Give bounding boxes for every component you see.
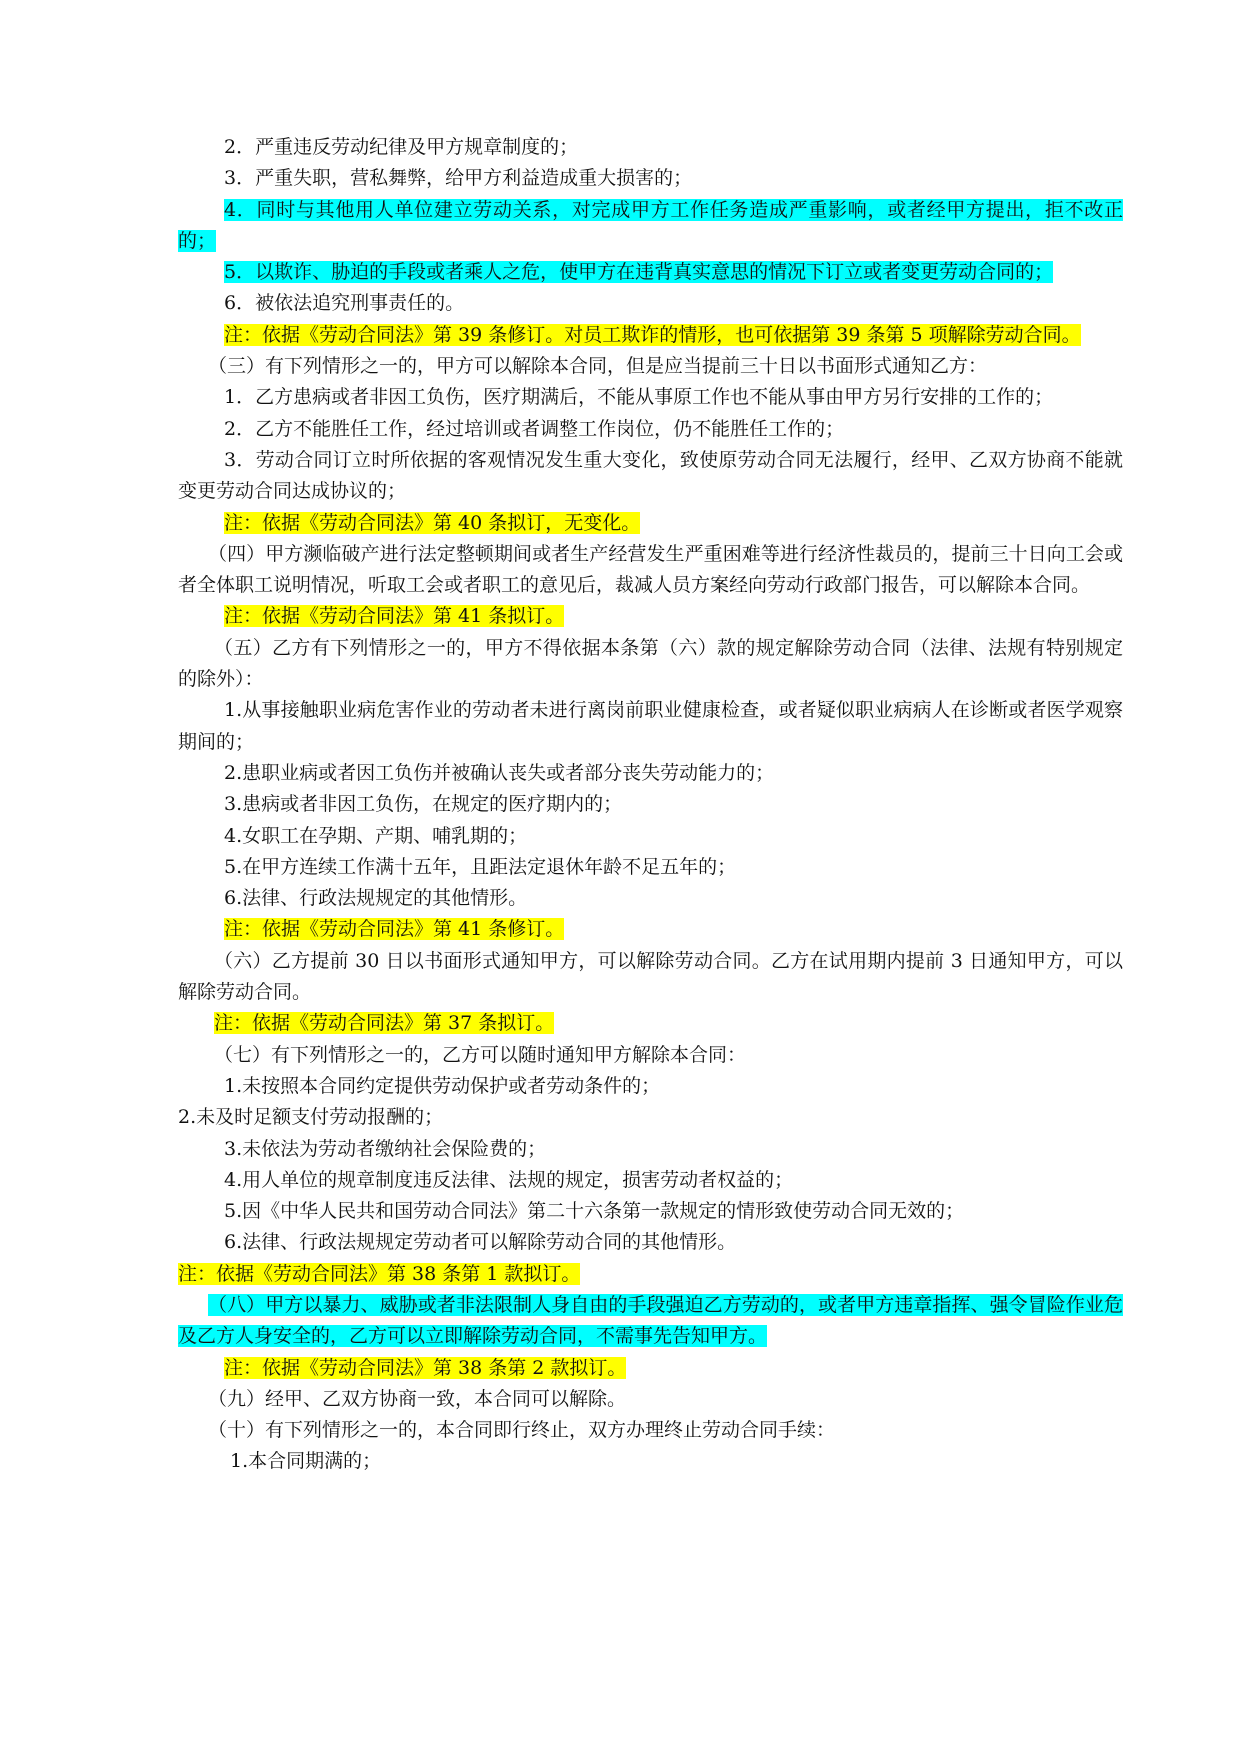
paragraph-highlighted-cyan	[178, 257, 1123, 288]
note-text: 注：依据《劳动合同法》第 37 条拟订。	[214, 1012, 555, 1035]
paragraph-text: （六）乙方提前 30 日以书面形式通知甲方，可以解除劳动合同。乙方在试用期内提前 3 日通知甲方，可以解除劳动合同。	[178, 949, 1123, 1004]
paragraph-text: 4.女职工在孕期、产期、哺乳期的；	[224, 824, 528, 847]
paragraph	[178, 852, 1123, 883]
paragraph	[178, 883, 1123, 914]
paragraph-text: 2.患职业病或者因工负伤并被确认丧失或者部分丧失劳动能力的；	[224, 761, 775, 784]
highlighted-text: 5．以欺诈、胁迫的手段或者乘人之危，使甲方在违背真实意思的情况下订立或者变更劳动合同的；	[224, 261, 1054, 284]
clause-heading	[178, 1040, 1123, 1071]
paragraph-text: 4.用人单位的规章制度违反法律、法规的规定，损害劳动者权益的；	[224, 1168, 794, 1191]
paragraph-text: 2．严重违反劳动纪律及甲方规章制度的；	[224, 136, 579, 158]
note-highlighted-yellow	[178, 1259, 1123, 1290]
highlighted-text: （八）甲方以暴力、威胁或者非法限制人身自由的手段强迫乙方劳动的，或者甲方违章指挥、强令冒险作业危及乙方人身安全的，乙方可以立即解除劳动合同，不需事先告知甲方。	[178, 1293, 1123, 1348]
paragraph	[178, 1446, 1123, 1477]
paragraph	[178, 132, 1123, 163]
note-highlighted-yellow	[178, 914, 1123, 945]
note-highlighted-yellow	[178, 1353, 1123, 1384]
note-highlighted-yellow	[178, 508, 1123, 539]
paragraph-text: 1.未按照本合同约定提供劳动保护或者劳动条件的；	[224, 1074, 661, 1097]
paragraph	[178, 758, 1123, 789]
paragraph-text: （四）甲方濒临破产进行法定整顿期间或者生产经营发生严重困难等进行经济性裁员的，提前三十日向工会或者全体职工说明情况，听取工会或者职工的意见后，裁减人员方案经向劳动行政部门报告，可以解除本合同。	[178, 542, 1123, 597]
clause-heading	[178, 1415, 1123, 1446]
paragraph	[178, 1102, 1123, 1133]
paragraph-text: （五）乙方有下列情形之一的，甲方不得依据本条第（六）款的规定解除劳动合同（法律、法规有特别规定的除外）：	[178, 636, 1123, 691]
paragraph-text: 1．乙方患病或者非因工负伤，医疗期满后，不能从事原工作也不能从事由甲方另行安排的工作的；	[224, 386, 1054, 409]
highlighted-text: 4．同时与其他用人单位建立劳动关系，对完成甲方工作任务造成严重影响，或者经甲方提出，拒不改正的；	[178, 198, 1123, 252]
paragraph	[178, 445, 1123, 508]
paragraph-text: 1.从事接触职业病危害作业的劳动者未进行离岗前职业健康检查，或者疑似职业病病人在诊断或者医学观察期间的；	[178, 699, 1123, 753]
paragraph-text: 3.未依法为劳动者缴纳社会保险费的；	[224, 1137, 547, 1160]
paragraph-text: （三）有下列情形之一的，甲方可以解除本合同，但是应当提前三十日以书面形式通知乙方：	[208, 355, 988, 378]
paragraph	[178, 288, 1123, 319]
paragraph	[178, 1071, 1123, 1102]
paragraph-text: 3．劳动合同订立时所依据的客观情况发生重大变化，致使原劳动合同无法履行，经甲、乙双方协商不能就变更劳动合同达成协议的；	[178, 448, 1123, 503]
paragraph-text: （九）经甲、乙双方协商一致，本合同可以解除。	[208, 1387, 627, 1410]
paragraph-text: 1.本合同期满的；	[230, 1450, 382, 1473]
note-text: 注：依据《劳动合同法》第 41 条修订。	[224, 918, 565, 941]
paragraph	[178, 382, 1123, 413]
paragraph-text: 3.患病或者非因工负伤，在规定的医疗期内的；	[224, 793, 623, 816]
note-text: 注：依据《劳动合同法》第 38 条第 1 款拟订。	[178, 1262, 581, 1285]
paragraph	[178, 695, 1123, 758]
paragraph	[178, 414, 1123, 445]
paragraph-text: 5.因《中华人民共和国劳动合同法》第二十六条第一款规定的情形致使劳动合同无效的；	[224, 1200, 965, 1223]
paragraph-text: 2.未及时足额支付劳动报酬的；	[178, 1106, 444, 1129]
paragraph	[178, 821, 1123, 852]
paragraph-text: 6.法律、行政法规规定劳动者可以解除劳动合同的其他情形。	[224, 1231, 737, 1254]
document-body	[178, 132, 1123, 1478]
paragraph-text: （十）有下列情形之一的，本合同即行终止，双方办理终止劳动合同手续：	[208, 1419, 836, 1442]
note-text: 注：依据《劳动合同法》第 38 条第 2 款拟订。	[224, 1356, 627, 1379]
note-highlighted-yellow	[178, 601, 1123, 632]
note-text: 注：依据《劳动合同法》第 40 条拟订，无变化。	[224, 511, 641, 534]
paragraph-text: 6．被依法追究刑事责任的。	[224, 292, 465, 315]
clause-heading	[178, 539, 1123, 602]
paragraph	[178, 1134, 1123, 1165]
paragraph-text: 3．严重失职，营私舞弊，给甲方利益造成重大损害的；	[224, 167, 693, 190]
clause-heading	[178, 351, 1123, 382]
paragraph	[178, 163, 1123, 194]
note-highlighted-yellow	[178, 320, 1123, 351]
note-highlighted-yellow	[178, 1008, 1123, 1039]
paragraph-text: 6.法律、行政法规规定的其他情形。	[224, 887, 528, 910]
clause-heading	[178, 633, 1123, 696]
paragraph	[178, 789, 1123, 820]
note-text: 注：依据《劳动合同法》第 39 条修订。对员工欺诈的情形，也可依据第 39 条第 5 项解除劳动合同。	[224, 323, 1081, 346]
clause-heading	[178, 946, 1123, 1009]
note-text: 注：依据《劳动合同法》第 41 条拟订。	[224, 605, 565, 628]
paragraph	[178, 1227, 1123, 1258]
clause-heading-highlighted-cyan	[178, 1290, 1123, 1353]
paragraph-text: （七）有下列情形之一的，乙方可以随时通知甲方解除本合同：	[214, 1043, 747, 1066]
paragraph	[178, 1165, 1123, 1196]
paragraph-highlighted-cyan	[178, 195, 1123, 258]
paragraph-text: 5.在甲方连续工作满十五年，且距法定退休年龄不足五年的；	[224, 855, 737, 878]
paragraph	[178, 1196, 1123, 1227]
paragraph-text: 2．乙方不能胜任工作，经过培训或者调整工作岗位，仍不能胜任工作的；	[224, 417, 845, 440]
clause-heading	[178, 1384, 1123, 1415]
